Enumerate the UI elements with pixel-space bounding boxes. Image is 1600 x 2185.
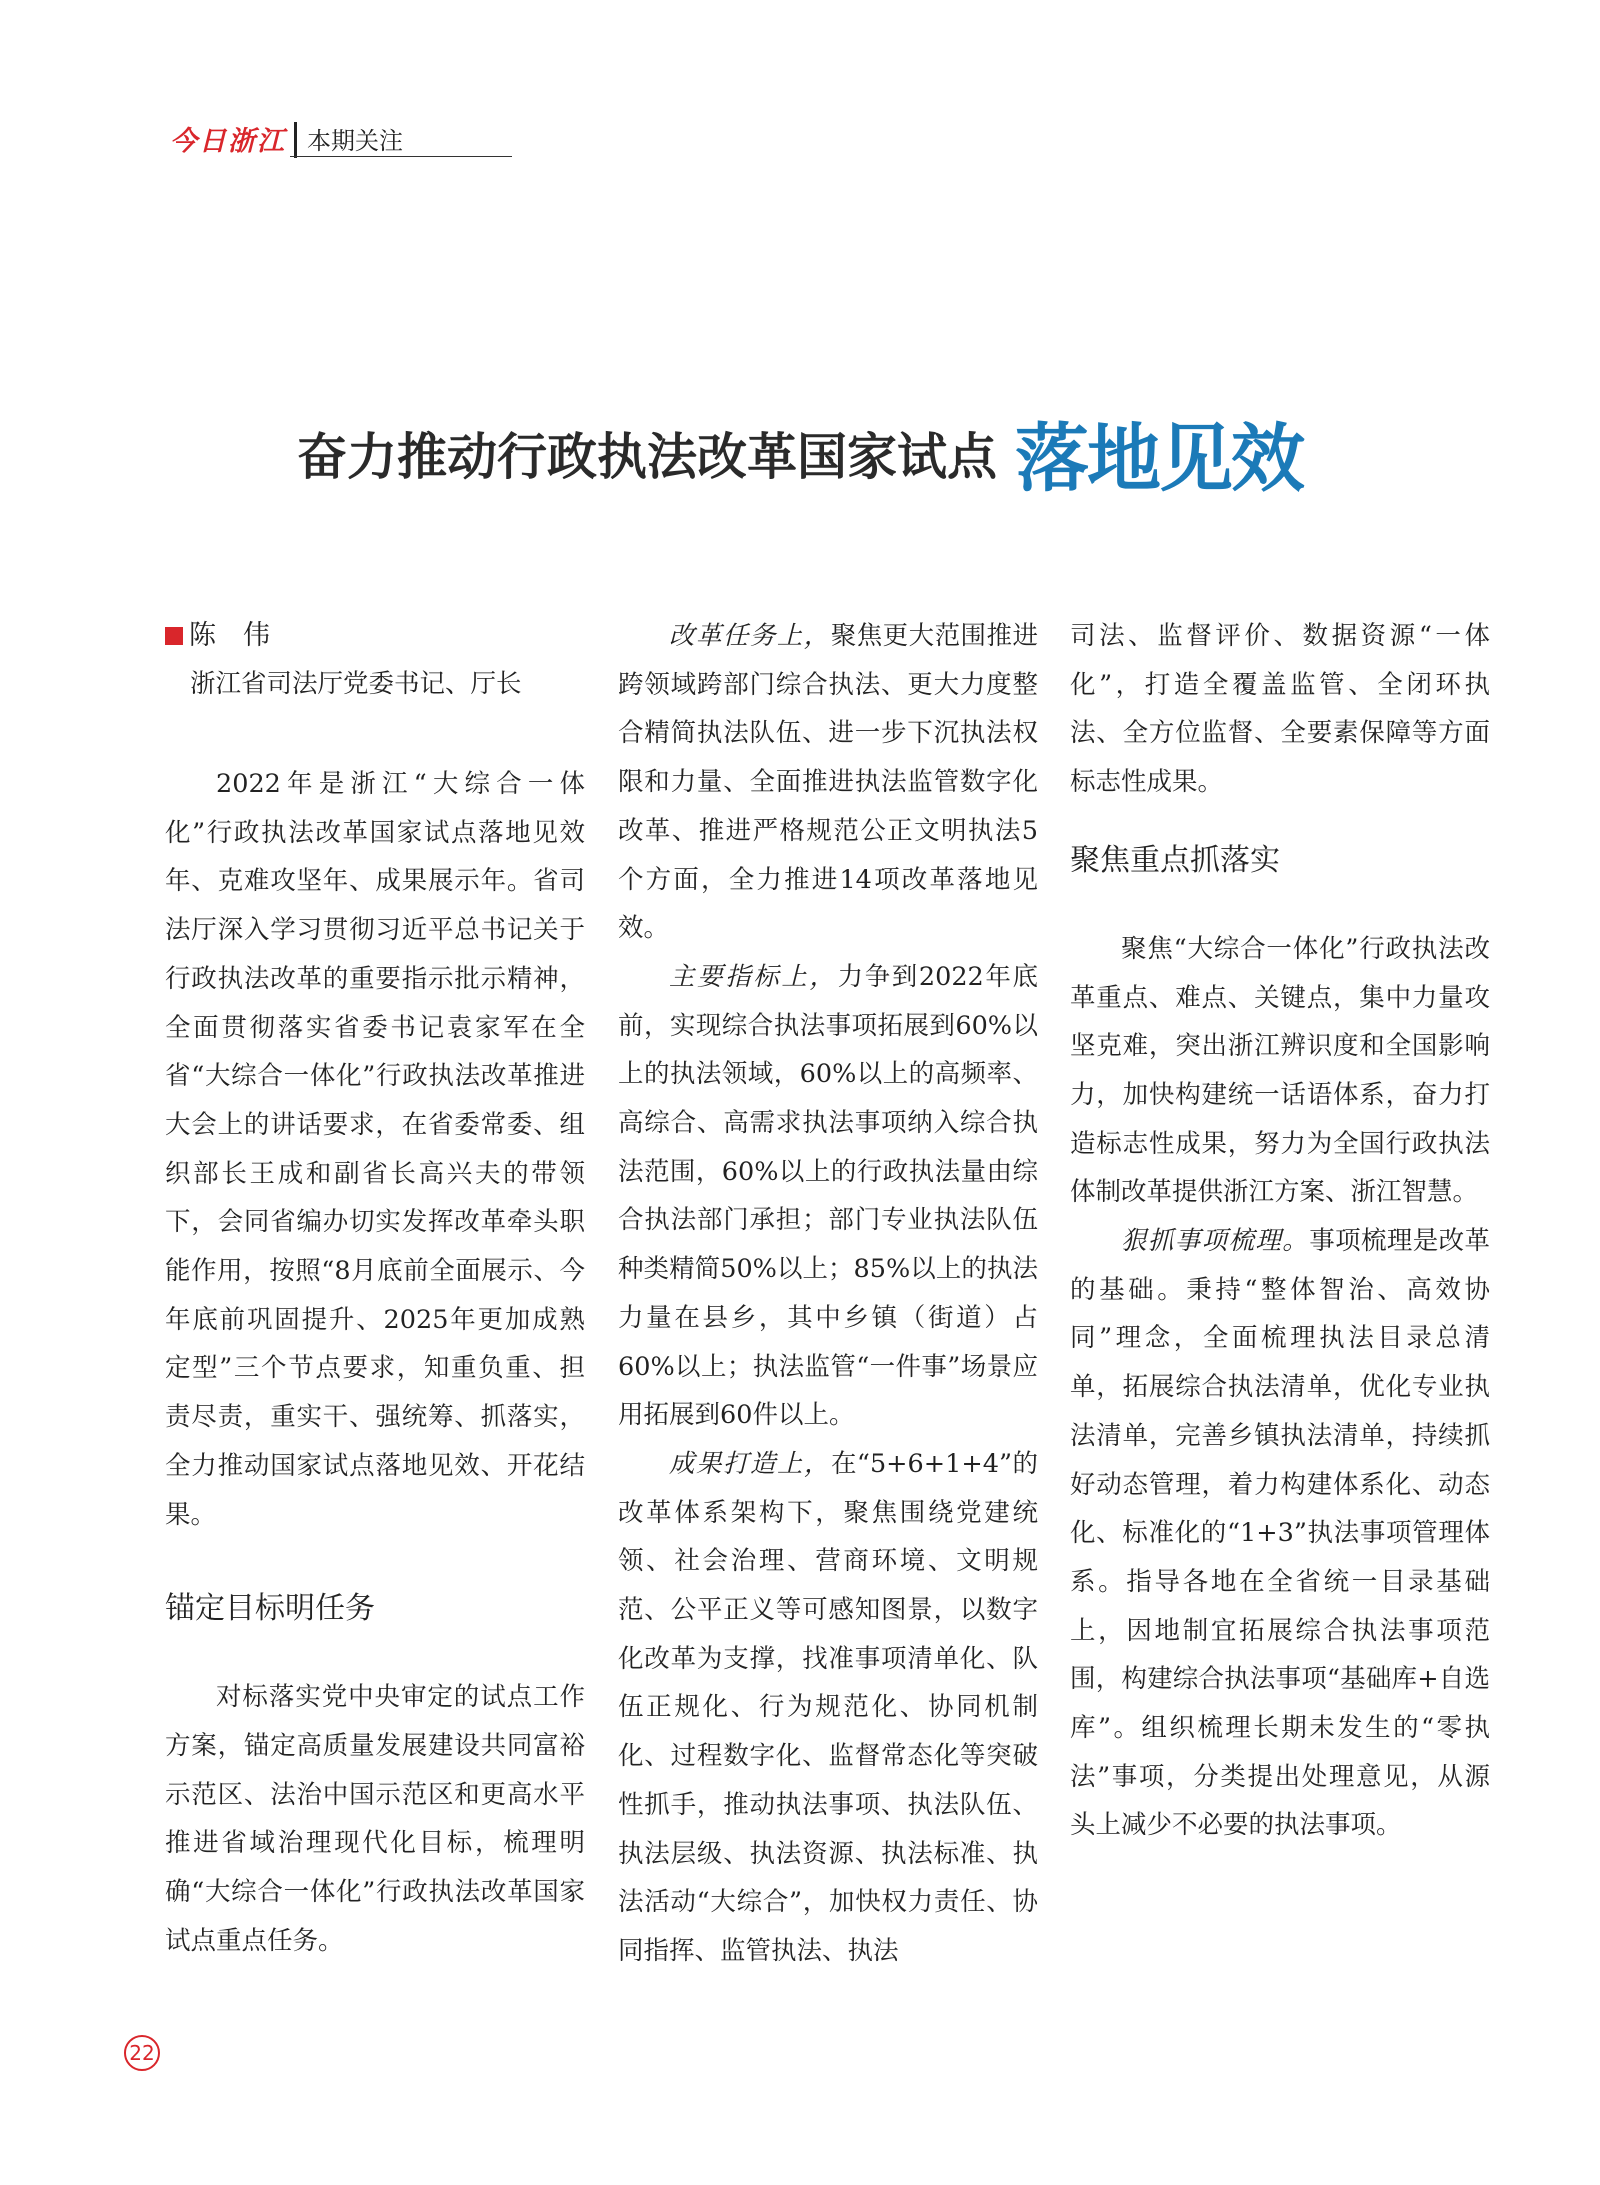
red-square-icon xyxy=(165,627,183,645)
paragraph-lead: 主要指标上， xyxy=(669,961,838,992)
paragraph-text: 司法、监督评价、数据资源“一体化”，打造全覆盖监管、全闭环执法、全方位监督、全要素保障等方面标志性成果。 xyxy=(1070,621,1490,798)
section-label: 本期关注 xyxy=(307,127,403,155)
paragraph xyxy=(618,1440,1038,1976)
header-divider xyxy=(294,122,297,158)
paragraph xyxy=(618,953,1038,1440)
author-name xyxy=(165,612,585,660)
intro-paragraph: 2022年是浙江“大综合一体化”行政执法改革国家试点落地见效年、克难攻坚年、成果展示年。省司法厅深入学习贯彻习近平总书记关于行政执法改革的重要指示批示精神，全面贯彻落实省委书记袁家军在全省“大综合一体化”行政执法改革推进大会上的讲话要求，在省委常委、组织部长王成和副省长高兴夫的带领下，会同省编办切实发挥改革牵头职能作用，按照“8月底前全面展示、今年底前巩固提升、2025年更加成熟定型”三个节点要求，知重负重、担责尽责，重实干、强统筹、抓落实，全力推动国家试点落地见效、开花结果。 xyxy=(165,769,585,1530)
paragraph-lead: 狠抓事项梳理。 xyxy=(1121,1226,1310,1257)
column-1 xyxy=(165,612,585,1965)
magazine-logo: 今日浙江 xyxy=(170,126,286,157)
paragraph-lead: 成果打造上， xyxy=(669,1448,831,1479)
paragraph-text: 聚焦更大范围推进跨领域跨部门综合执法、更大力度整合精简执法队伍、进一步下沉执法权限和力量、全面推进执法监管数字化改革、推进严格规范公正文明执法5个方面，全力推进14项改革落地见效。 xyxy=(618,621,1038,944)
column-2 xyxy=(618,612,1038,1976)
paragraph-text: 在“5+6+1+4”的改革体系架构下，聚焦围绕党建统领、社会治理、营商环境、文明规范、公平正义等可感知图景，以数字化改革为支撑，找准事项清单化、队伍正规化、行为规范化、协同机制化、过程数字化、监督常态化等突破性抓手，推动执法事项、执法队伍、执法层级、执法资源、执法标准、执法活动“大综合”，加快权力责任、协同指挥、监管执法、执法 xyxy=(618,1448,1038,1966)
masthead xyxy=(170,118,403,158)
title-main: 奋力推动行政执法改革国家试点 xyxy=(297,427,997,486)
section-heading-2: 聚焦重点抓落实 xyxy=(1070,842,1280,878)
paragraph: 对标落实党中央审定的试点工作方案，锚定高质量发展建设共同富裕示范区、法治中国示范区和更高水平推进省域治理现代化目标，梳理明确“大综合一体化”行政执法改革国家试点重点任务。 xyxy=(165,1682,585,1956)
paragraph-continued xyxy=(1070,612,1490,807)
paragraph-lead: 改革任务上， xyxy=(669,621,831,651)
article-title xyxy=(0,400,1600,506)
section-heading-1: 锚定目标明任务 xyxy=(165,1591,375,1627)
paragraph-text: 事项梳理是改革的基础。秉持“整体智治、高效协同”理念，全面梳理执法目录总清单，拓展综合执法清单，优化专业执法清单，完善乡镇执法清单，持续抓好动态管理，着力构建体系化、动态化、标准化的“1+3”执法事项管理体系。指导各地在全省统一目录基础上，因地制宜拓展综合执法事项范围，构建综合执法事项“基础库+自选库”。组织梳理长期未发生的“零执法”事项，分类提出处理意见，从源头上减少不必要的执法事项。 xyxy=(1070,1226,1490,1841)
title-highlight: 落地见效 xyxy=(1015,416,1303,502)
paragraph xyxy=(618,612,1038,953)
paragraph-text: 力争到2022年底前，实现综合执法事项拓展到60%以上的执法领域，60%以上的高频率、高综合、高需求执法事项纳入综合执法范围，60%以上的行政执法量由综合执法部门承担；部门专业执法队伍种类精简50%以上；85%以上的执法力量在县乡，其中乡镇（街道）占60%以上；执法监管“一件事”场景应用拓展到60件以上。 xyxy=(618,961,1038,1431)
paragraph xyxy=(1070,1217,1490,1850)
paragraph: 聚焦“大综合一体化”行政执法改革重点、难点、关键点，集中力量攻坚克难，突出浙江辨识度和全国影响力，加快构建统一话语体系，奋力打造标志性成果，努力为全国行政执法体制改革提供浙江方案、浙江智慧。 xyxy=(1070,933,1490,1208)
author-role: 浙江省司法厅党委书记、厅长 xyxy=(190,669,522,699)
column-3 xyxy=(1070,612,1490,1850)
author-name-text: 陈 伟 xyxy=(189,620,270,651)
header-rule xyxy=(290,156,512,157)
page-number: 22 xyxy=(124,2035,160,2071)
